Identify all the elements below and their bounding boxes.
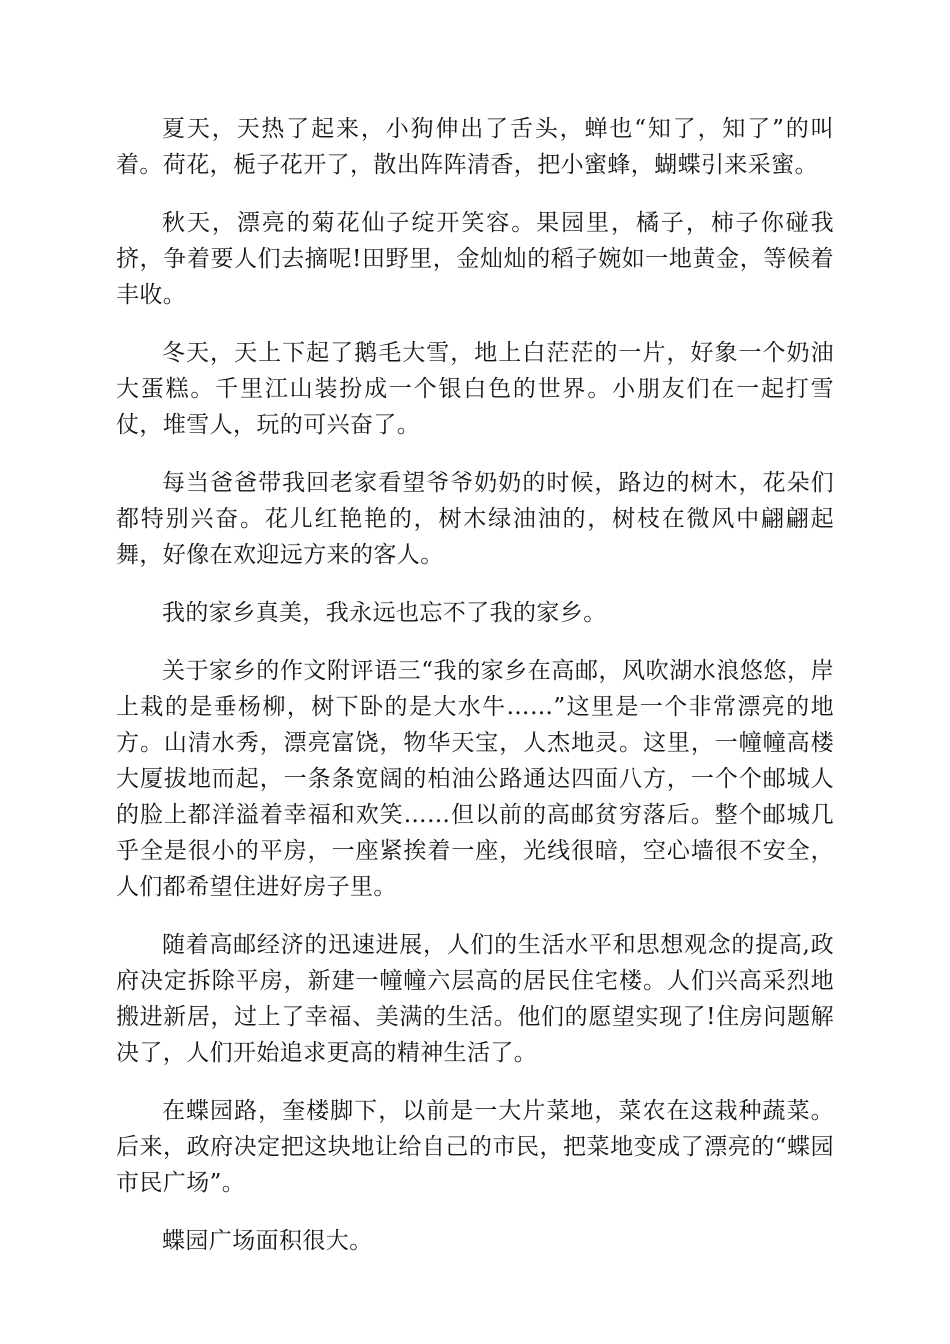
paragraph-summer: 夏天，天热了起来，小狗伸出了舌头，蝉也“知了，知了”的叫着。荷花，栀子花开了，散出阵阵清香，把小蜜蜂，蝴蝶引来采蜜。 [116,116,834,178]
paragraph-square-size: 蝶园广场面积很大。 [162,1228,373,1254]
paragraph-autumn: 秋天，漂亮的菊花仙子绽开笑容。果园里，橘子，柿子你碰我挤，争着要人们去摘呢!田野里，金灿灿的稻子婉如一地黄金，等候着丰收。 [116,210,834,308]
paragraph-hometown-visit: 每当爸爸带我回老家看望爷爷奶奶的时候，路边的树木，花朵们都特别兴奋。花儿红艳艳的，树木绿油油的，树枝在微风中翩翩起舞，好像在欢迎远方来的客人。 [116,470,834,568]
paragraph-essay-three-intro: 关于家乡的作文附评语三“我的家乡在高邮，风吹湖水浪悠悠，岸上栽的是垂杨柳，树下卧的是大水牛……”这里是一个非常漂亮的地方。山清水秀，漂亮富饶，物华天宝，人杰地灵。这里，一幢幢高楼大厦拔地而起，一条条宽阔的柏油公路通达四面八方，一个个邮城人的脸上都洋溢着幸福和欢笑……但以前的高邮贫穷落后。整个邮城几乎全是很小的平房，一座紧挨着一座，光线很暗，空心墙很不安全，人们都希望住进好房子里。 [116,658,834,900]
document-body [116,111,834,1281]
paragraph-conclusion: 我的家乡真美，我永远也忘不了我的家乡。 [162,600,607,626]
paragraph-development: 随着高邮经济的迅速进展，人们的生活水平和思想观念的提高,政府决定拆除平房，新建一幢幢六层高的居民住宅楼。人们兴高采烈地搬进新居，过上了幸福、美满的生活。他们的愿望实现了!住房问题解决了，人们开始追求更高的精神生活了。 [116,932,834,1066]
paragraph-winter: 冬天，天上下起了鹅毛大雪，地上白茫茫的一片，好象一个奶油大蛋糕。千里江山装扮成一个银白色的世界。小朋友们在一起打雪仗，堆雪人，玩的可兴奋了。 [116,340,834,438]
paragraph-dieyuan-road: 在蝶园路，奎楼脚下，以前是一大片菜地，菜农在这栽种蔬菜。后来，政府决定把这块地让给自己的市民，把菜地变成了漂亮的“蝶园市民广场”。 [116,1098,834,1196]
